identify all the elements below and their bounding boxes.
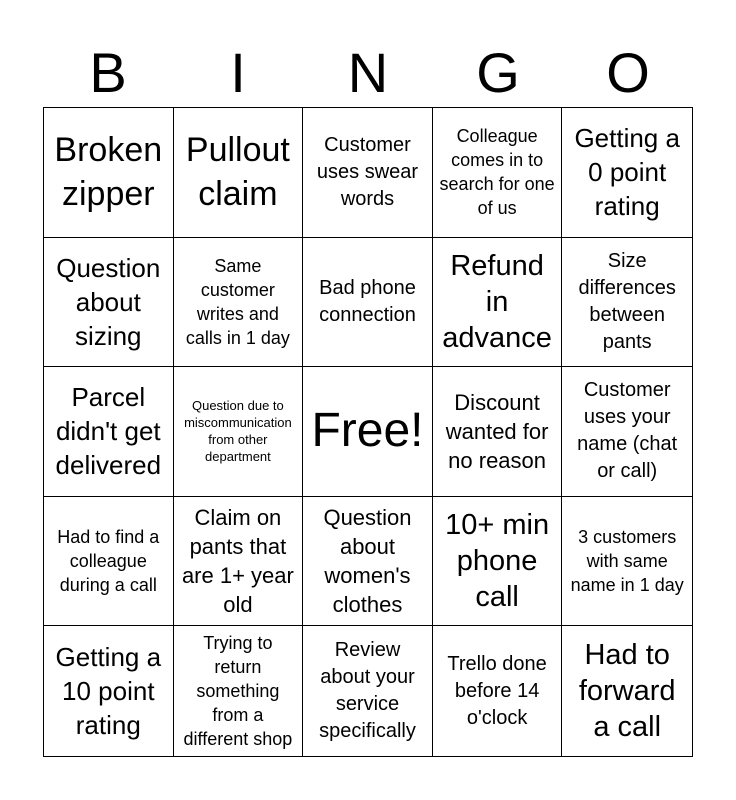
cell-text: Customer uses your name (chat or call)	[577, 379, 678, 483]
cell-text: 3 customers with same name in 1 day	[570, 527, 684, 596]
bingo-cell-free[interactable]	[303, 367, 433, 497]
bingo-cell[interactable]	[44, 238, 174, 368]
cell-text: Broken zipper	[54, 131, 163, 214]
bingo-cell[interactable]	[44, 626, 174, 756]
cell-text: Getting a 0 point rating	[574, 123, 680, 222]
header-letter-b: B	[89, 41, 127, 104]
cell-text: Question due to miscommunication from other department	[184, 398, 292, 465]
cell-text: Discount wanted for no reason	[445, 389, 549, 473]
cell-text: Pullout claim	[185, 131, 290, 214]
cell-text: Had to forward a call	[578, 639, 676, 744]
bingo-cell[interactable]	[433, 367, 563, 497]
cell-text: Had to find a colleague during a call	[57, 527, 160, 596]
header-letter-n: N	[347, 41, 389, 104]
header-letter-g: G	[476, 41, 520, 104]
cell-text: Refund in advance	[442, 249, 552, 354]
bingo-cell[interactable]	[433, 238, 563, 368]
bingo-cell[interactable]	[562, 108, 692, 238]
cell-text: Customer uses swear words	[316, 133, 419, 210]
bingo-cell[interactable]	[174, 238, 304, 368]
header-letter-o: O	[606, 41, 650, 104]
bingo-board	[43, 107, 693, 757]
cell-text: Colleague comes in to search for one of us	[439, 126, 555, 219]
bingo-cell[interactable]	[562, 238, 692, 368]
cell-text: Trying to return something from a different shop	[183, 633, 293, 750]
cell-text: Review about your service specifically	[319, 639, 416, 743]
bingo-cell[interactable]	[44, 108, 174, 238]
bingo-cell[interactable]	[562, 367, 692, 497]
bingo-cell[interactable]	[433, 497, 563, 627]
cell-text: Trello done before 14 o'clock	[447, 652, 547, 729]
bingo-cell[interactable]	[303, 238, 433, 368]
cell-text: Size differences between pants	[578, 249, 676, 353]
bingo-cell[interactable]	[44, 367, 174, 497]
bingo-cell[interactable]	[303, 108, 433, 238]
bingo-cell[interactable]	[562, 626, 692, 756]
free-space-text: Free!	[311, 404, 424, 458]
bingo-cell[interactable]	[562, 497, 692, 627]
bingo-cell[interactable]	[174, 497, 304, 627]
cell-text: Same customer writes and calls in 1 day	[185, 255, 290, 348]
cell-text: 10+ min phone call	[445, 509, 550, 614]
header-letter-i: I	[230, 41, 246, 104]
bingo-cell[interactable]	[44, 497, 174, 627]
bingo-cell[interactable]	[174, 626, 304, 756]
cell-text: Question about sizing	[56, 252, 161, 351]
bingo-cell[interactable]	[303, 497, 433, 627]
cell-text: Getting a 10 point rating	[55, 642, 162, 741]
bingo-cell[interactable]	[303, 626, 433, 756]
bingo-cell[interactable]	[433, 108, 563, 238]
cell-text: Parcel didn't get delivered	[55, 382, 162, 481]
bingo-cell[interactable]	[433, 626, 563, 756]
bingo-cell[interactable]	[174, 108, 304, 238]
cell-text: Claim on pants that are 1+ year old	[181, 505, 294, 618]
cell-text: Question about women's clothes	[323, 505, 412, 618]
bingo-header	[43, 40, 693, 106]
bingo-cell[interactable]	[174, 367, 304, 497]
cell-text: Bad phone connection	[319, 276, 416, 326]
